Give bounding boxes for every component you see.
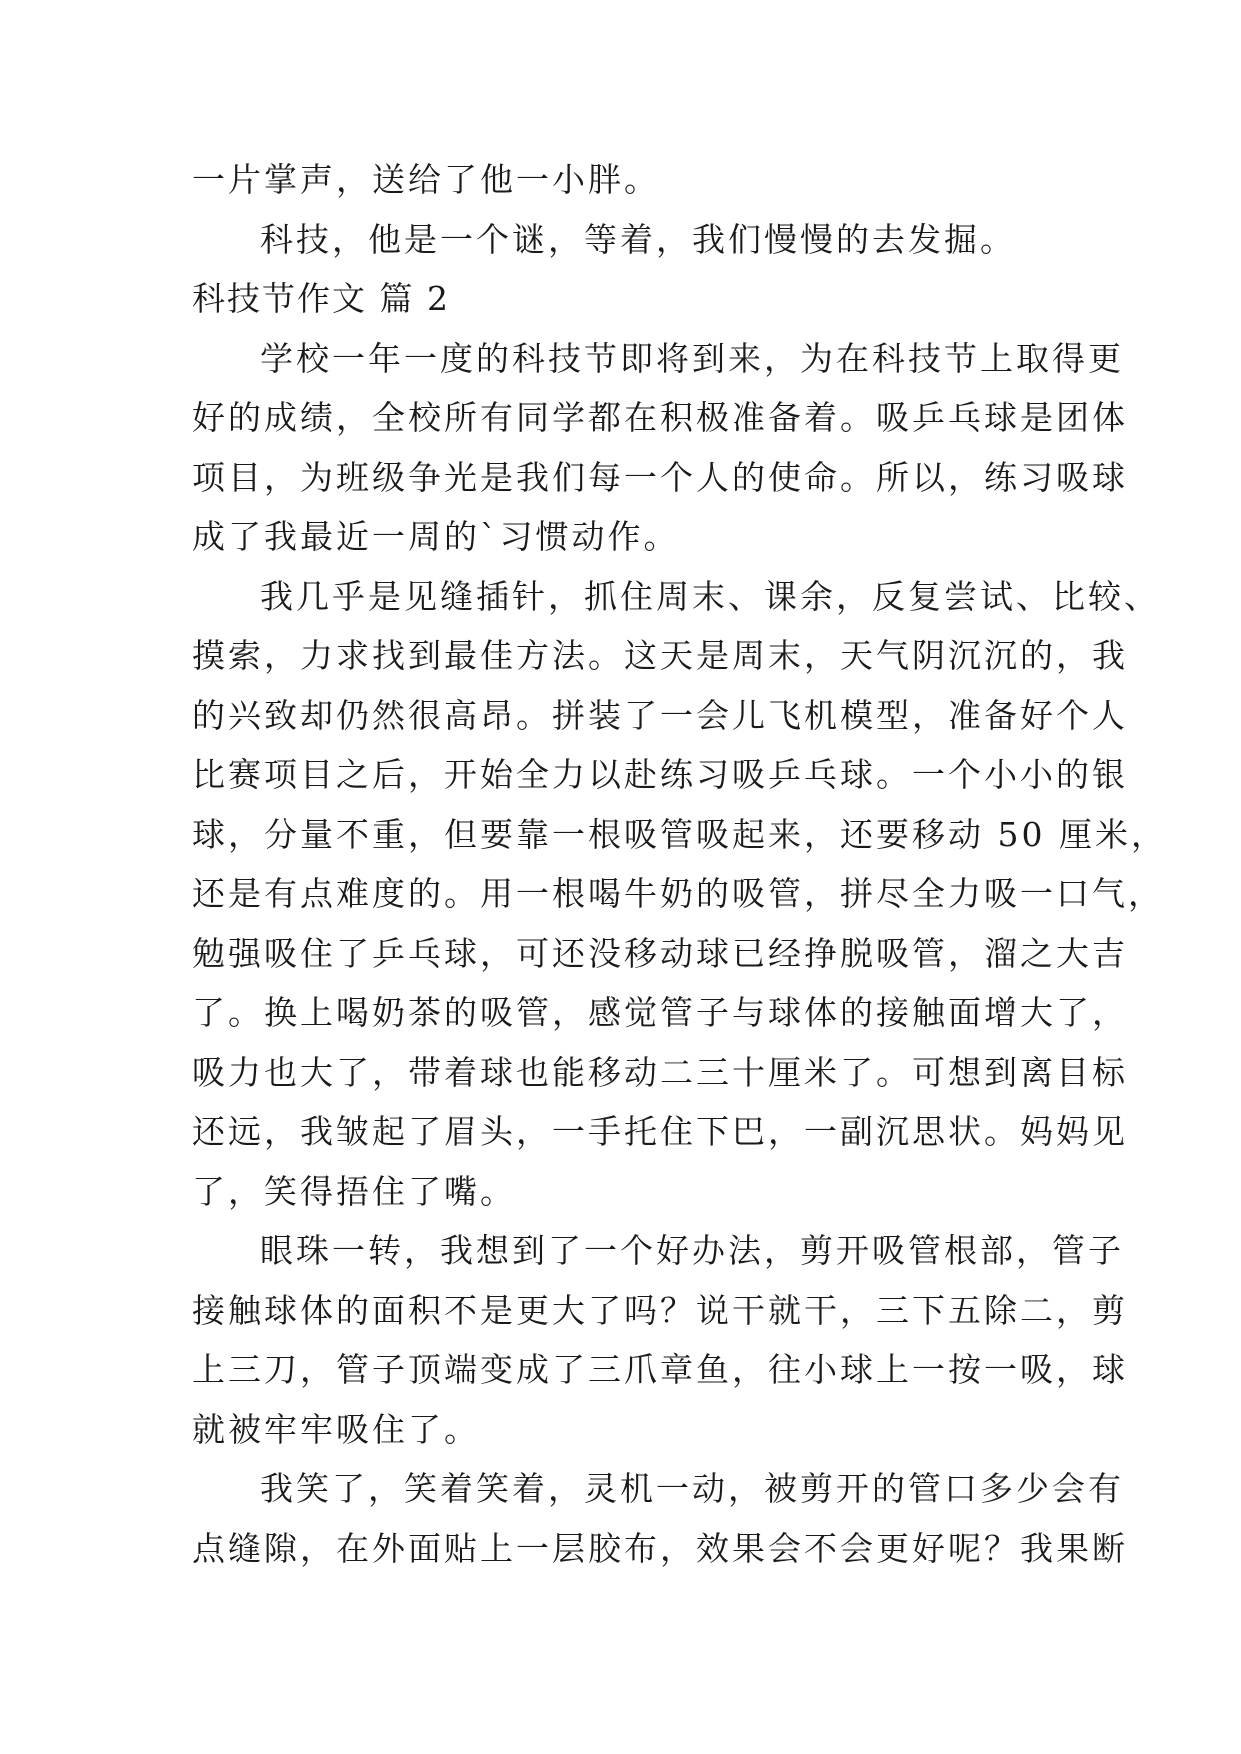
paragraph-line: 我几乎是见缝插针，抓住周末、课余，反复尝试、比较、 bbox=[260, 576, 1160, 616]
paragraph-line: 一片掌声，送给了他一小胖。 bbox=[192, 160, 660, 199]
paragraph-line: 还是有点难度的。用一根喝牛奶的吸管，拼尽全力吸一口气， bbox=[192, 874, 1164, 913]
paragraph-line: 吸力也大了，带着球也能移动二三十厘米了。可想到离目标 bbox=[192, 1052, 1128, 1092]
paragraph-line: 上三刀，管子顶端变成了三爪章鱼，往小球上一按一吸，球 bbox=[192, 1350, 1128, 1389]
paragraph-line: 我笑了，笑着笑着，灵机一动，被剪开的管口多少会有 bbox=[260, 1469, 1124, 1508]
essay-body bbox=[192, 150, 1167, 1578]
paragraph-line: 好的成绩，全校所有同学都在积极准备着。吸乒乓球是团体 bbox=[192, 398, 1128, 437]
section-heading: 科技节作文 篇 2 bbox=[192, 279, 450, 318]
paragraph-line: 学校一年一度的科技节即将到来，为在科技节上取得更 bbox=[260, 338, 1124, 378]
paragraph-line: 点缝隙，在外面贴上一层胶布，效果会不会更好呢？我果断 bbox=[192, 1528, 1128, 1568]
paragraph-line: 眼珠一转，我想到了一个好办法，剪开吸管根部，管子 bbox=[260, 1231, 1124, 1270]
paragraph-line: 接触球体的面积不是更大了吗？说干就干，三下五除二，剪 bbox=[192, 1290, 1128, 1330]
paragraph-line: 科技，他是一个谜，等着，我们慢慢的去发掘。 bbox=[260, 219, 1016, 259]
paragraph-line: 比赛项目之后，开始全力以赴练习吸乒乓球。一个小小的银 bbox=[192, 755, 1128, 794]
paragraph-line: 了，笑得捂住了嘴。 bbox=[192, 1171, 516, 1211]
paragraph-line: 摸索，力求找到最佳方法。这天是周末，天气阴沉沉的，我 bbox=[192, 636, 1128, 675]
paragraph-line: 项目，为班级争光是我们每一个人的使命。所以，练习吸球 bbox=[192, 457, 1128, 497]
paragraph-line: 勉强吸住了乒乓球，可还没移动球已经挣脱吸管，溜之大吉 bbox=[192, 933, 1128, 973]
paragraph-line: 球，分量不重，但要靠一根吸管吸起来，还要移动 50 厘米， bbox=[192, 814, 1167, 854]
paragraph-line: 的兴致却仍然很高昂。拼装了一会儿飞机模型，准备好个人 bbox=[192, 695, 1128, 735]
paragraph-line: 成了我最近一周的`习惯动作。 bbox=[192, 517, 680, 556]
paragraph-line: 了。换上喝奶茶的吸管，感觉管子与球体的接触面增大了， bbox=[192, 993, 1128, 1032]
paragraph-line: 就被牢牢吸住了。 bbox=[192, 1409, 480, 1449]
paragraph-line: 还远，我皱起了眉头，一手托住下巴，一副沉思状。妈妈见 bbox=[192, 1112, 1128, 1151]
